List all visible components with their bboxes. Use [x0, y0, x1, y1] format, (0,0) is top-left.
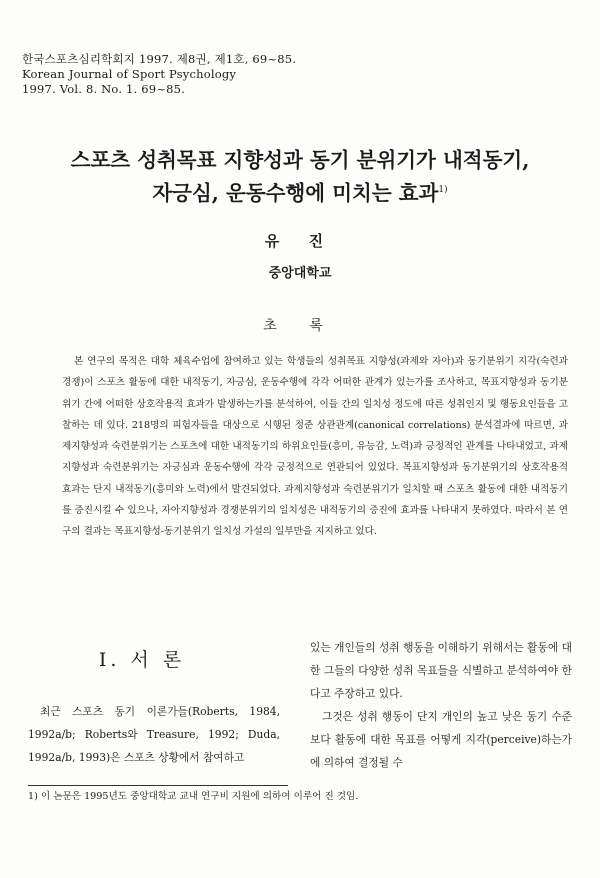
journal-header-korean: 한국스포츠심리학회지 1997. 제8권, 제1호, 69~85.: [22, 52, 297, 66]
paper-title-line1: 스포츠 성취목표 지향성과 동기 분위기가 내적동기,: [70, 148, 530, 172]
footnote-text: 1) 이 논문은 1995년도 중앙대학교 교내 연구비 지원에 의하여 이루어 진 것임.: [28, 791, 359, 802]
right-column: [310, 636, 572, 774]
author-affiliation: 중앙대학교: [268, 266, 332, 281]
journal-header: [22, 52, 296, 97]
footnote-divider: [28, 785, 288, 786]
left-column-paragraph: 최근 스포츠 동기 이론가들(Roberts, 1984, 1992a/b; Roberts와 Treasure, 1992; Duda, 1992a/b, 1993)은 스포츠 상황에서 참여하고: [28, 705, 280, 764]
journal-header-volume: 1997. Vol. 8. No. 1. 69~85.: [22, 82, 186, 96]
author-name: 유 진: [264, 232, 336, 250]
abstract-heading: 초 록: [263, 318, 337, 334]
title-footnote-mark: 1): [438, 185, 448, 195]
abstract-text: 본 연구의 목적은 대학 체육수업에 참여하고 있는 학생들의 성취목표 지향성(과제와 자아)과 동기분위기 지각(숙련과 경쟁)이 스포츠 활동에 대한 내적동기, 자긍심, 운동수행에 각각 어떠한 관계가 있는가를 조사하고, 목표지향성과 동기분위기 간에 어떠한 상호작용적 효과가 발생하는가를 분석하여, 이들 간의 일치성 정도에 따른 성취인지 및 행동요인들을 고찰하는 데 있다. 218명의 피험자들을 대상으로 시행된 정준 상관관계(canonical correlations) 분석결과에 따르면, 과제지향성과 숙련분위기는 스포츠에 대한 내적동기의 하위요인들(흥미, 유능감, 노력)과 긍정적인 관계를 나타내었고, 과제지향성과 숙련분위기는 자긍심과 운동수행에 각각 긍정적으로 연관되어 있었다. 목표지향성과 동기분위기의 상호작용적 효과는 단지 내적동기(흥미와 노력)에서 발견되었다. 과제지향성과 숙련분위기가 일치할 때 스포츠 활동에 대한 내적동기를 증진시킬 수 있으나, 자아지향성과 경쟁분위기의 일치성은 내적동기의 증진에 효과를 나타내지 못하였다. 따라서 본 연구의 결과는 목표지향성-동기분위기 일치성 가설의 일부만을 지지하고 있다.: [62, 356, 568, 538]
paper-title-line2: [0, 175, 600, 208]
abstract-body: [62, 351, 568, 543]
left-column: [28, 700, 280, 769]
journal-header-english: Korean Journal of Sport Psychology: [22, 67, 237, 81]
right-column-paragraph-2: 그것은 성취 행동이 단지 개인의 높고 낮은 동기 수준 보다 활동에 대한 목표를 어떻게 지각(perceive)하는가에 의하여 결정될 수: [310, 710, 572, 769]
paper-title-line2-text: 자긍심, 운동수행에 미치는 효과: [152, 180, 439, 205]
right-column-paragraph-1: 있는 개인들의 성취 행동을 이해하기 위해서는 활동에 대한 그들의 다양한 성취 목표들을 식별하고 분석하여야 한다고 주장하고 있다.: [310, 641, 572, 700]
section-heading: I. 서 론: [98, 649, 186, 671]
